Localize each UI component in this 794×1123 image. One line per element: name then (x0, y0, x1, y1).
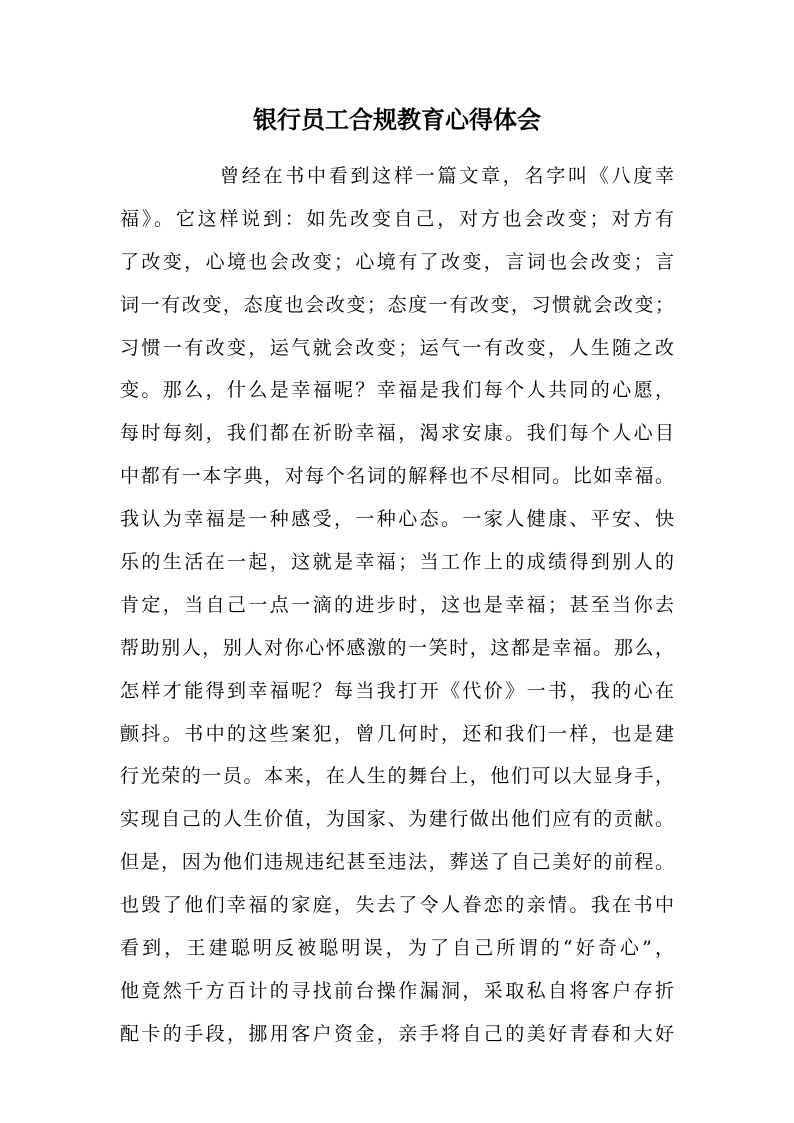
paragraph-line: 怎样才能得到幸福呢？每当我打开《代价》一书，我的心在 (120, 679, 674, 702)
paragraph-line: 我认为幸福是一种感受，一种心态。一家人健康、平安、快 (120, 508, 674, 531)
paragraph-line: 行光荣的一员。本来，在人生的舞台上，他们可以大显身手， (120, 765, 674, 788)
paragraph-line: 每时每刻，我们都在祈盼幸福，渴求安康。我们每个人心目 (120, 422, 674, 445)
paragraph-line: 变。那么，什么是幸福呢？幸福是我们每个人共同的心愿， (120, 379, 674, 402)
paragraph-line: 词一有改变，态度也会改变；态度一有改变，习惯就会改变； (120, 293, 674, 316)
paragraph-line: 看到，王建聪明反被聪明误，为了自己所谓的“好奇心”， (120, 937, 674, 960)
paragraph-line: 也毁了他们幸福的家庭，失去了令人眷恋的亲情。我在书中 (120, 894, 674, 917)
paragraph-line: 福》。它这样说到：如先改变自己，对方也会改变；对方有 (120, 207, 674, 230)
document-body (120, 155, 674, 1056)
paragraph-line: 曾经在书中看到这样一篇文章，名字叫《八度幸 (220, 165, 674, 187)
paragraph-line: 配卡的手段，挪用客户资金，亲手将自己的美好青春和大好 (120, 1022, 674, 1045)
paragraph-line: 但是，因为他们违规违纪甚至违法，葬送了自己美好的前程。 (120, 851, 674, 874)
paragraph-line: 颤抖。书中的这些案犯，曾几何时，还和我们一样，也是建 (120, 722, 674, 745)
paragraph-line: 习惯一有改变，运气就会改变；运气一有改变，人生随之改 (120, 336, 674, 359)
paragraph-line: 了改变，心境也会改变；心境有了改变，言词也会改变；言 (120, 250, 674, 273)
paragraph-line: 他竟然千方百计的寻找前台操作漏洞，采取私自将客户存折 (120, 979, 674, 1002)
paragraph-line: 帮助别人，别人对你心怀感激的一笑时，这都是幸福。那么， (120, 636, 674, 659)
document-title: 银行员工合规教育心得体会 (253, 106, 541, 134)
paragraph-line: 实现自己的人生价值，为国家、为建行做出他们应有的贡献。 (120, 808, 674, 831)
paragraph-line: 肯定，当自己一点一滴的进步时，这也是幸福；甚至当你去 (120, 593, 674, 616)
paragraph-line: 乐的生活在一起，这就是幸福；当工作上的成绩得到别人的 (120, 551, 674, 574)
paragraph-line: 中都有一本字典，对每个名词的解释也不尽相同。比如幸福。 (120, 465, 674, 488)
